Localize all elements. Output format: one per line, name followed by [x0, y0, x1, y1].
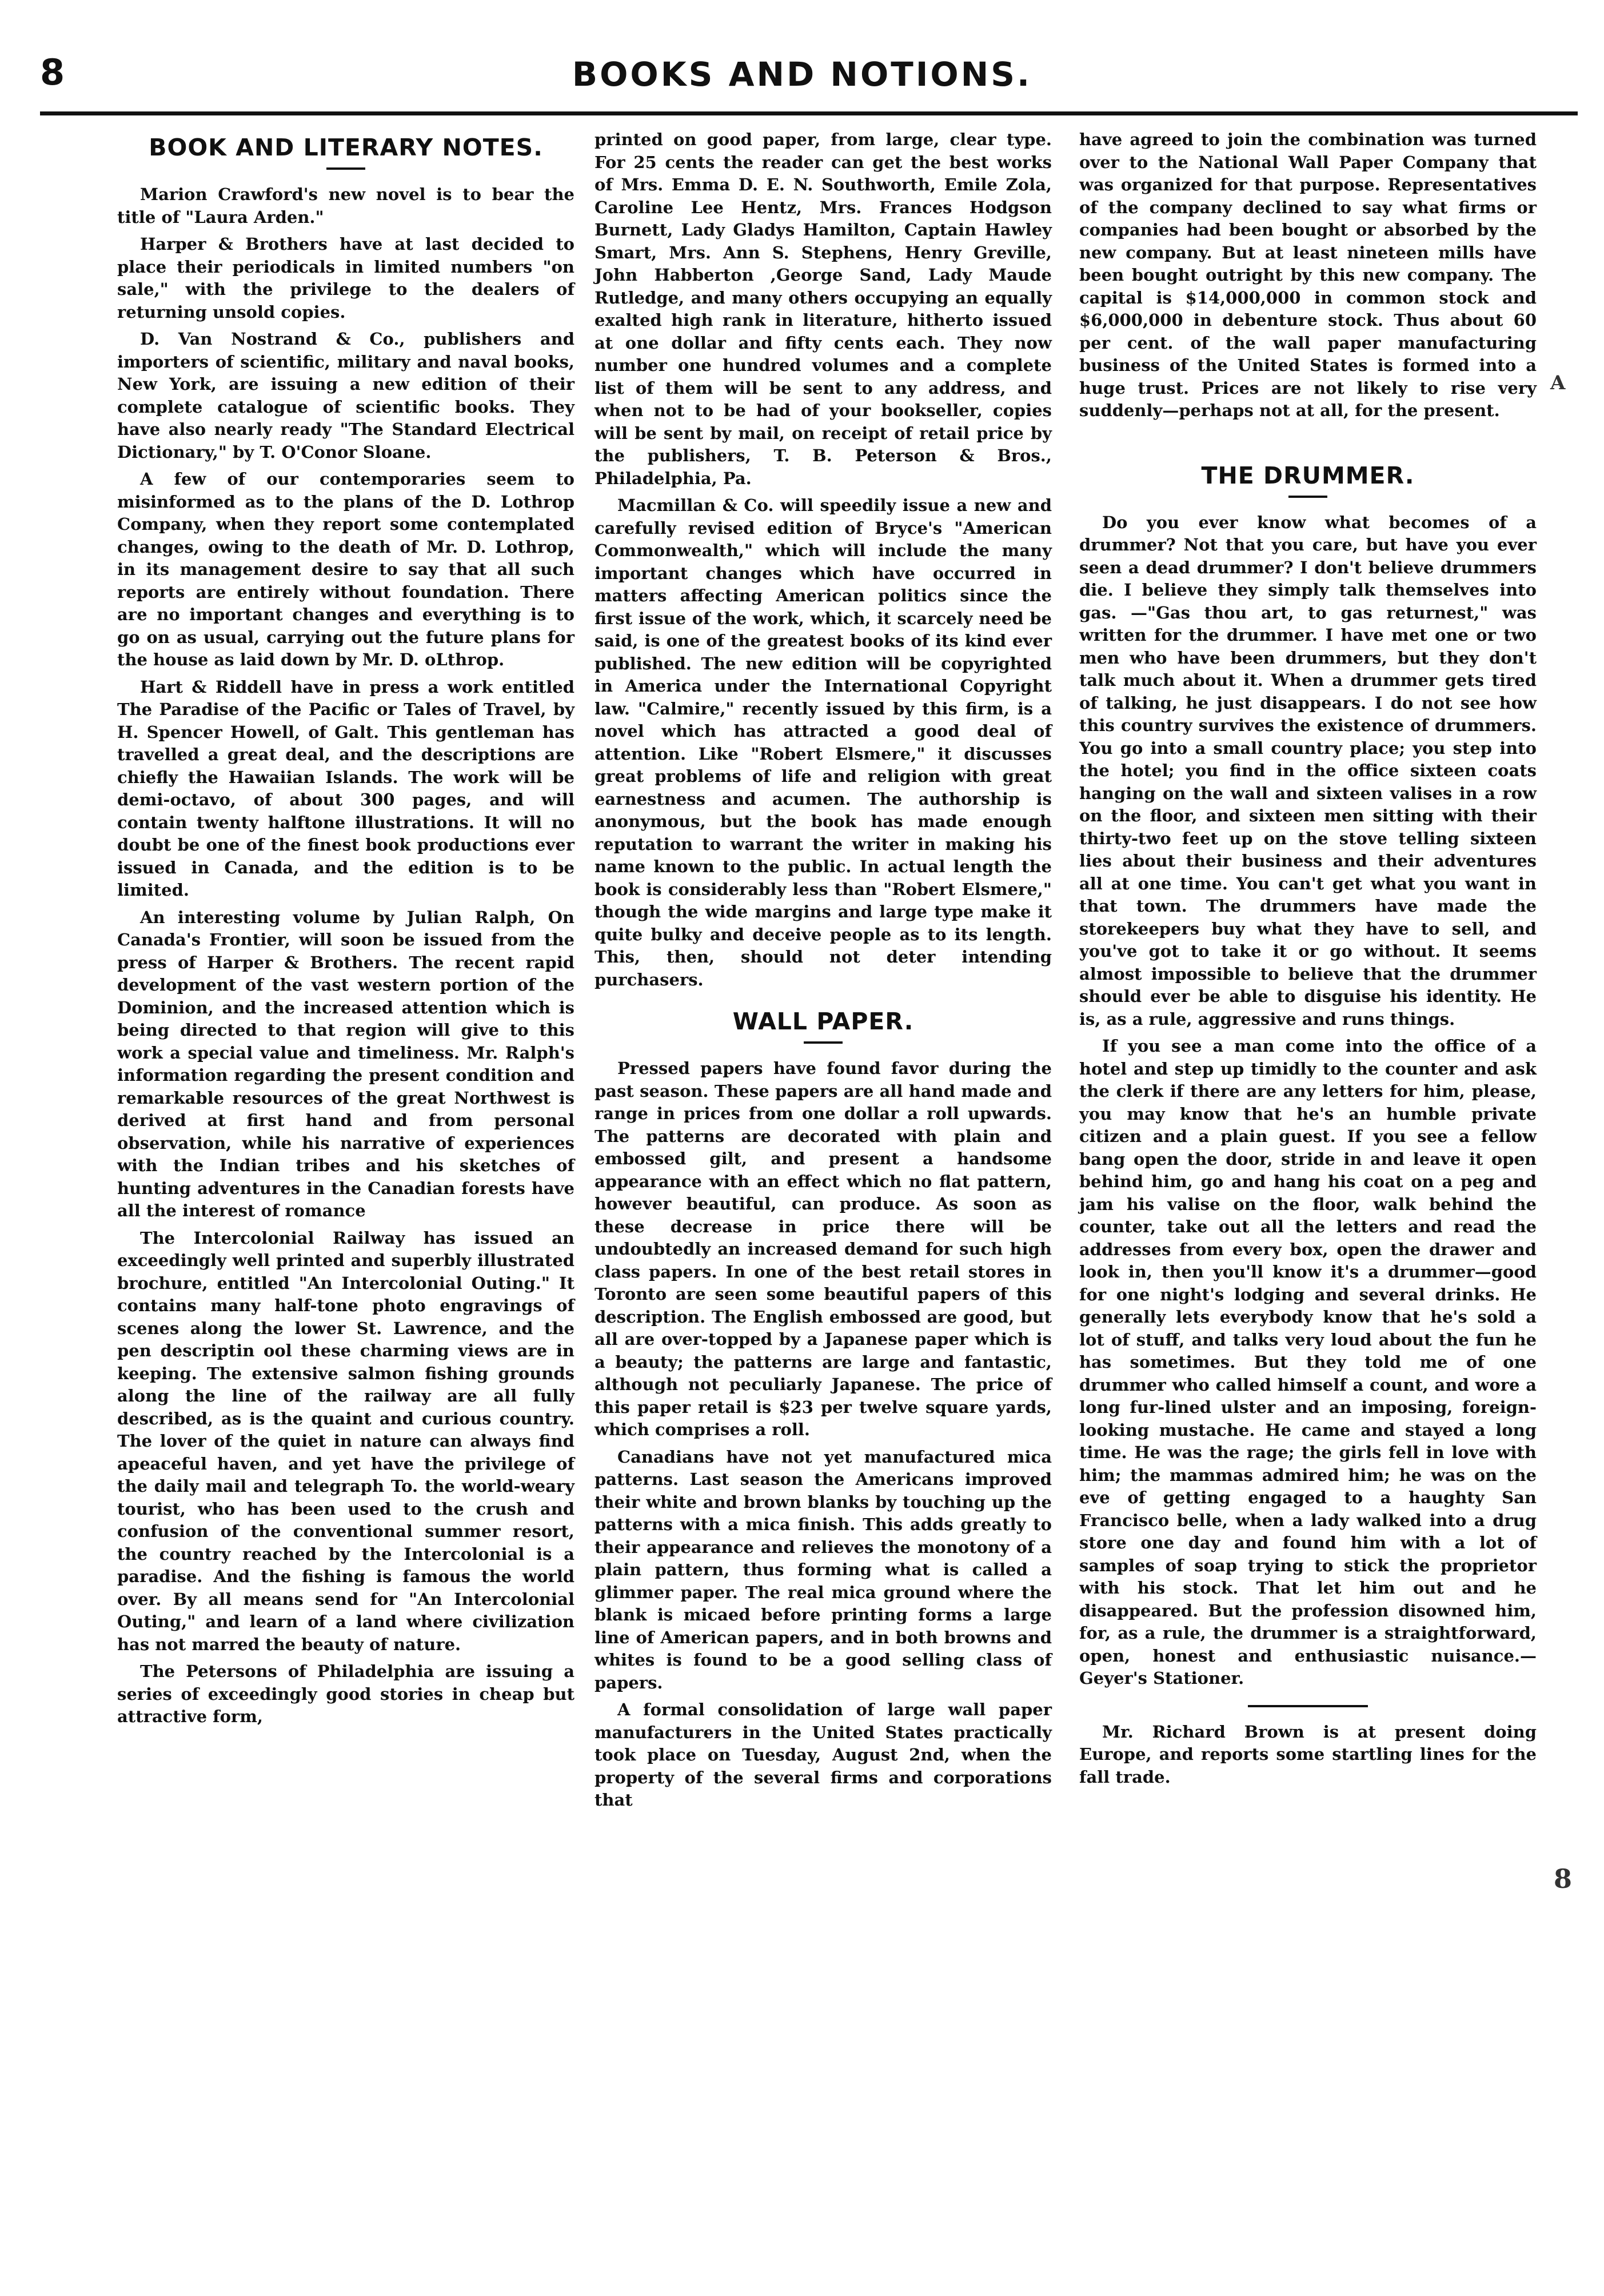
paragraph: If you see a man come into the office of a hotel and step up timidly to the counter and ask the clerk if there are any letters for him, please, you may know that he's an humble private citizen and a plain guest. If you see a fellow bang open the door, stride in and leave it open behind him, go and hang his coat on a peg and jam his valise on the floor, walk behind the counter, take out all the letters and read the addresses from every box, open the drawer and look in, then you'll know it's a drummer—good for one night's lodging and several drinks. He generally lets everybody know that he's sold a lot of stuff, and talks very loud about the fun he has sometimes. But they told me of one drummer who called himself a count, and wore a long fur-lined ulster and an imposing, foreign-looking mustache. He came and stayed a long time. He was the rage; the girls fell in love with him; the mammas admired him; he was on the eve of getting engaged to a haughty San Francisco belle, when a lady walked into a drug store one day and found him with a lot of samples of soap trying to stick the proprietor with his stock. That let him out and he disappeared. But the profession disowned him, for, as a rule, the drummer is a straightforward, open, honest and enthusiastic nuisance.—Geyer's Stationer. [1079, 1036, 1537, 1688]
paragraph: Canadians have not yet manufactured mica patterns. Last season the Americans improved their white and brown blanks by touching up the patterns with a mica finish. This adds greatly to their appearance and relieves the monotony of a plain pattern, thus forming what is called a glimmer paper. The real mica ground where the blank is micaed before printing forms a large line of American papers, and in both browns and whites is found to be a good selling class of papers. [594, 1447, 1052, 1692]
paragraph: A formal consolidation of large wall paper manufacturers in the United States practically took place on Tuesday, August 2nd, when the property of the several firms and corporations that [594, 1700, 1052, 1810]
closing-paragraph: Mr. Richard Brown is at present doing Europe, and reports some startling lines for the fall trade. [1079, 1722, 1537, 1787]
paragraph: An interesting volume by Julian Ralph, On Canada's Frontier, will soon be issued from the press of Harper & Brothers. The recent rapid development of the vast western portion of the Dominion, and the increased attention which is being directed to that region will give to this work a special value and timeliness. Mr. Ralph's information regarding the present condition and remarkable resources of the great Northwest is derived at first hand and from personal observation, while his narrative of experiences with the Indian tribes and his sketches of hunting adventures in the Canadian forests have all the interest of romance [117, 907, 574, 1220]
section-title-wall-paper: WALL PAPER. [732, 1008, 914, 1035]
continued-paragraph: have agreed to join the combination was turned over to the National Wall Paper Company that was organized for that purpose. Representatives of the company declined to say what firms or companies had been bought or absorbed by the new company. But at least nineteen mills have been bought outright by this new company. The capital is $14,000,000 in common stock and $6,000,000 in debenture stock. Thus about 60 per cent. of the wall paper manufacturing business of the United States is formed into a huge trust. Prices are not likely to rise very suddenly—perhaps not at all, for the present. [1079, 130, 1537, 420]
paragraph: Macmillan & Co. will speedily issue a new and carefully revised edition of Bryce's "American Commonwealth," which will include the many important changes which have occurred in matters affecting American politics since the first issue of the work, which, it scarcely need be said, is one of the greatest books of its kind ever published. The new edition will be copyrighted in America under the International Copyright law. "Calmire," recently issued by this firm, is a novel which has attracted a good deal of attention. Like "Robert Elsmere," it discusses great problems of life and religion with great earnestness and acumen. The authorship is anonymous, but the book has made enough reputation to warrant the writer in making his name known to the public. In actual length the book is considerably less than "Robert Elsmere," though the wide margins and large type make it quite bulky and deceive people as to its length. This, then, should not deter intending purchasers. [594, 496, 1052, 989]
column-2 [594, 129, 1052, 1812]
column-1 [117, 129, 574, 1728]
continued-paragraph: printed on good paper, from large, clear type. For 25 cents the reader can get the best works of Mrs. Emma D. E. N. Southworth, Emile Zola, Caroline Lee Hentz, Mrs. Frances Hodgson Burnett, Lady Gladys Hamilton, Captain Hawley Smart, Mrs. Ann S. Stephens, Henry Greville, John Habberton ,George Sand, Lady Maude Rutledge, and many others occupying an equally exalted high rank in literature, hitherto issued at one dollar and fifty cents each. They now number one hundred volumes and a complete list of them will be sent to any address, and when not to be had of your bookseller, copies will be sent by mail, on receipt of retail price by the publishers, T. B. Peterson & Bros., Philadelphia, Pa. [594, 130, 1052, 488]
column-3 [1079, 129, 1537, 1788]
margin-mark: 8 [1554, 1863, 1573, 1894]
title-rule [1288, 496, 1327, 498]
paragraph: Do you ever know what becomes of a drummer? Not that you care, but have you ever seen a dead drummer? I don't believe drummers die. I believe they simply talk themselves into gas. —"Gas thou art, to gas returnest," was written for the drummer. I have met one or two men who have been drummers, but they don't talk much about it. When a drummer gets tired of talking, he just disappears. I do not see how this country survives the existence of drummers. You go into a small country place; you step into the hotel; you find in the office sixteen coats hanging on the wall and sixteen valises in a row on the floor, and sixteen men sitting with their thirty-two feet up on the stove telling sixteen lies about their business and their adventures all at one time. You can't get what you want in that town. The drummers have made the storekeepers buy what they have to sell, and you've got to take it or go without. It seems almost impossible to believe that the drummer should ever be able to disguise his identity. He is, as a rule, aggressive and runs things. [1079, 512, 1537, 1029]
paragraph: D. Van Nostrand & Co., publishers and importers of scientific, military and naval books, New York, are issuing a new edition of their complete catalogue of scientific books. They have also nearly ready "The Standard Electrical Dictionary," by T. O'Conor Sloane. [117, 329, 574, 462]
page-number: 8 [40, 51, 65, 93]
section-title-literary-notes: BOOK AND LITERARY NOTES. [149, 134, 543, 161]
paragraph: Marion Crawford's new novel is to bear the title of "Laura Arden." [117, 185, 574, 227]
paragraph: A few of our contemporaries seem to misinformed as to the plans of the D. Lothrop Company, when they report some contemplated changes, owing to the death of Mr. D. Lothrop, in its management desire to say that all such reports are entirely without foundation. There are no important changes and everything is to go on as usual, carrying out the future plans for the house as laid down by Mr. D. oLthrop. [117, 469, 574, 669]
paragraph: Harper & Brothers have at last decided to place their periodicals in limited numbers "on sale," with the privilege to the dealers of returning unsold copies. [117, 234, 574, 322]
title-rule [326, 167, 365, 170]
title-rule [804, 1041, 843, 1044]
paragraph: Hart & Riddell have in press a work entitled The Paradise of the Pacific or Tales of Travel, by H. Spencer Howell, of Galt. This gentleman has travelled a great deal, and the descriptions are chiefly the Hawaiian Islands. The work will be demi-octavo, of about 300 pages, and will contain twenty halftone illustrations. It will no doubt be one of the finest book productions ever issued in Canada, and the edition is to be limited. [117, 677, 574, 900]
paragraph: Pressed papers have found favor during the past season. These papers are all hand made and range in prices from one dollar a roll upwards. The patterns are decorated with plain and embossed gilt, and present a handsome appearance with an effect which no flat pattern, however beautiful, can produce. As soon as these decrease in price there will be undoubtedly an increased demand for such high class papers. In one of the best retail stores in Toronto are seen some beautiful papers of this description. The English embossed are good, but all are over-topped by a Japanese paper which is a beauty; the patterns are large and fantastic, although not peculiarly Japanese. The price of this paper retail is $23 per twelve square yards, which comprises a roll. [594, 1059, 1052, 1439]
section-title-drummer: THE DRUMMER. [1201, 461, 1415, 489]
paragraph: The Petersons of Philadelphia are issuing a series of exceedingly good stories in cheap but attractive form, [117, 1662, 574, 1726]
section-divider [1248, 1705, 1368, 1707]
paragraph: The Intercolonial Railway has issued an exceedingly well printed and superbly illustrated brochure, entitled "An Intercolonial Outing." It contains many half-tone photo engravings of scenes along the lower St. Lawrence, and the pen descriptin ool these charming views are in keeping. The extensive salmon fishing grounds along the line of the railway are all fully described, as is the quaint and curious country. The lover of the quiet in nature can always find apeaceful haven, and yet have the privilege of the daily mail and telegraph To. the world-weary tourist, who has been used to the crush and confusion of the conventional summer resort, the country reached by the Intercolonial is a paradise. And the fishing is famous the world over. By all means send for "An Intercolonial Outing," and learn of a land where civilization has not marred the beauty of nature. [117, 1228, 574, 1654]
running-head: BOOKS AND NOTIONS. [572, 55, 1032, 94]
margin-mark: A [1550, 372, 1566, 394]
header-rule [40, 111, 1578, 115]
